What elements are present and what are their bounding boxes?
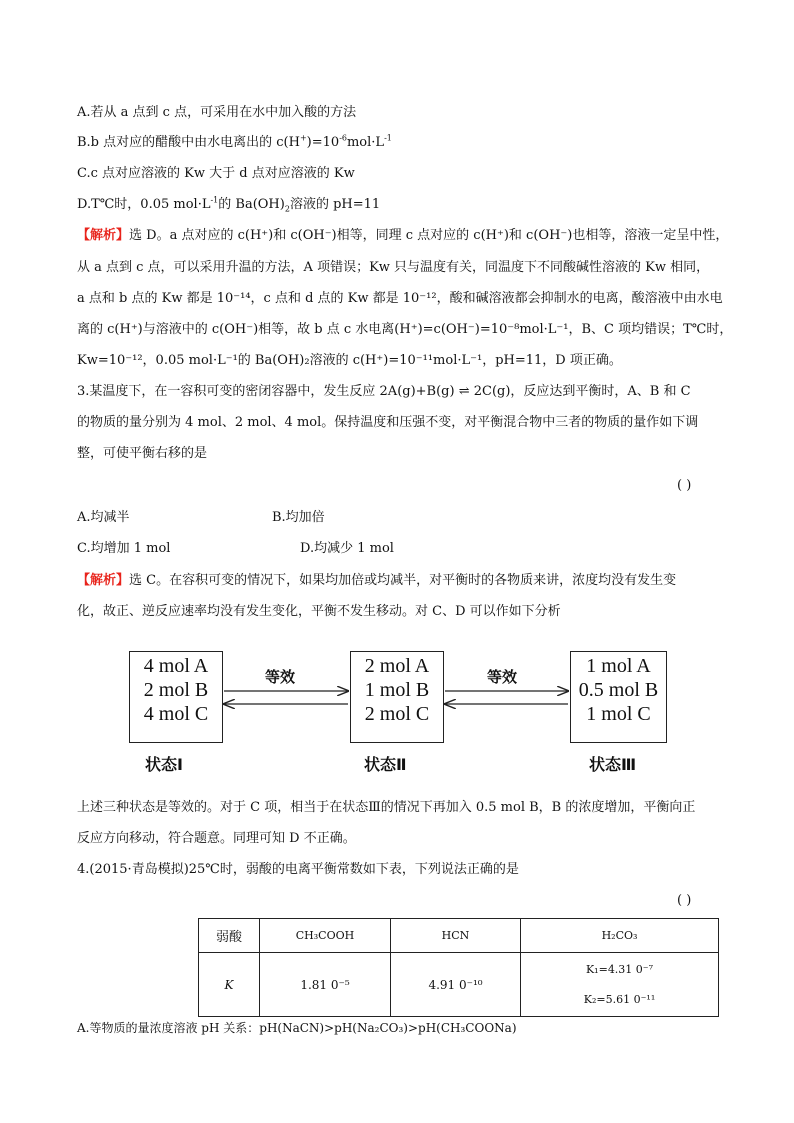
q3-conclusion-line-2: 反应方向移动，符合题意。同理可知 D 不正确。 <box>77 831 356 846</box>
q4-answer-bracket: ( ) <box>677 893 692 908</box>
q3-option-d: D.均减少 1 mol <box>300 541 394 556</box>
state-2-line-1: 2 mol A <box>364 655 430 677</box>
q3-stem-line-3: 整，可使平衡右移的是 <box>77 446 208 461</box>
table-header-cell: 弱酸 <box>199 919 260 953</box>
q4-stem: 4.(2015·青岛模拟)25℃时，弱酸的电离平衡常数如下表，下列说法正确的是 <box>77 862 519 877</box>
q2-option-a: A.若从 a 点到 c 点，可采用在水中加入酸的方法 <box>77 105 357 120</box>
state-1-line-3: 4 mol C <box>143 703 209 725</box>
table-header-cell: H₂CO₃ <box>521 919 719 953</box>
q3-stem-line-1: 3.某温度下，在一容积可变的密闭容器中，发生反应 2A(g)+B(g) ⇌ 2C(g)，反应达到平衡时，A、B 和 C <box>77 384 691 399</box>
q2-option-d: D.T℃时，0.05 $mol\cdot L^{-1}$的 $Ba(OH)_2$溶液的 pH=11 <box>77 195 381 214</box>
state-2-label: 状态Ⅱ <box>364 755 407 774</box>
table-cell <box>521 953 719 1017</box>
q2-explanation-line-4: 离的 c(H⁺)与溶液中的 c(OH⁻)相等，故 b 点 c 水电离(H⁺)=c(OH⁻)=10⁻⁸mol·L⁻¹，B、C 项均错误；T℃时， <box>77 322 733 337</box>
q2-explanation-line-1: 【解析】选 D。a 点对应的 c(H⁺)和 c(OH⁻)相等，同理 c 点对应的 c(H⁺)和 c(OH⁻)也相等，溶液一定呈中性， <box>77 228 729 243</box>
q2-option-b: B.b 点对应的醋酸中由水电离出的 $c(H^+)=10^{-6}mol\cdot L^{-1}$ <box>77 133 392 150</box>
q3-explanation-line-2: 化，故正、逆反应速率均没有发生变化，平衡不发生移动。对 C、D 可以作如下分析 <box>77 604 561 619</box>
table-cell: K <box>199 953 260 1017</box>
q3-option-a: A.均减半 <box>77 510 130 525</box>
state-1-line-1: 4 mol A <box>143 655 209 677</box>
q3-option-b: B.均加倍 <box>272 510 325 525</box>
state-3-label: 状态Ⅲ <box>589 755 637 774</box>
equivalent-label-2: 等效 <box>487 668 518 686</box>
q2-option-c: C.c 点对应溶液的 Kw 大于 d 点对应溶液的 Kw <box>77 166 355 181</box>
state-2-line-3: 2 mol C <box>364 703 430 725</box>
state-1-line-2: 2 mol B <box>143 679 209 701</box>
state-2-line-2: 1 mol B <box>364 679 430 701</box>
k2-value: K₂=5.61 0⁻¹¹ <box>583 992 656 1006</box>
q4-option-a: A.等物质的量浓度溶液 pH 关系：pH(NaCN)>pH(Na₂CO₃)>pH(CH₃COONa) <box>77 1021 517 1035</box>
table-cell: 4.91 0⁻¹⁰ <box>391 953 521 1017</box>
k1-value: K₁=4.31 0⁻⁷ <box>585 962 654 976</box>
analysis-tag: 【解析】 <box>77 228 130 243</box>
q2-explanation-line-5: Kw=10⁻¹²，0.05 mol·L⁻¹的 Ba(OH)₂溶液的 c(H⁺)=10⁻¹¹mol·L⁻¹，pH=11，D 项正确。 <box>77 353 622 368</box>
acid-constant-table <box>198 918 719 1017</box>
state-3-line-2: 0.5 mol B <box>578 679 659 701</box>
table-header-cell: HCN <box>391 919 521 953</box>
q3-conclusion-line-1: 上述三种状态是等效的。对于 C 项，相当于在状态Ⅲ的情况下再加入 0.5 mol B，B 的浓度增加，平衡向正 <box>77 800 696 815</box>
q3-option-c: C.均增加 1 mol <box>77 541 171 556</box>
q3-answer-bracket: ( ) <box>677 478 692 493</box>
q3-stem-line-2: 的物质的量分别为 4 mol、2 mol、4 mol。保持温度和压强不变，对平衡混合物中三者的物质的量作如下调 <box>77 415 699 430</box>
q2-explanation-line-2: 从 a 点到 c 点，可以采用升温的方法，A 项错误；Kw 只与温度有关，同温度下不同酸碱性溶液的 Kw 相同， <box>77 260 710 275</box>
q3-explanation-line-1: 【解析】选 C。在容积可变的情况下，如果均加倍或均减半，对平衡时的各物质来讲，浓度均没有发生变 <box>77 573 677 588</box>
state-3-line-1: 1 mol A <box>586 655 651 677</box>
state-1-label: 状态Ⅰ <box>145 755 183 774</box>
table-header-row <box>199 919 719 953</box>
table-header-cell: CH₃COOH <box>260 919 391 953</box>
state-3-line-3: 1 mol C <box>586 703 651 725</box>
table-cell: 1.81 0⁻⁵ <box>260 953 391 1017</box>
q2-explanation-line-3: a 点和 b 点的 Kw 都是 10⁻¹⁴，c 点和 d 点的 Kw 都是 10⁻¹²，酸和碱溶液都会抑制水的电离，酸溶液中由水电 <box>77 291 723 306</box>
table-row <box>199 953 719 1017</box>
equivalent-label-1: 等效 <box>265 668 296 686</box>
analysis-tag: 【解析】 <box>77 573 130 588</box>
